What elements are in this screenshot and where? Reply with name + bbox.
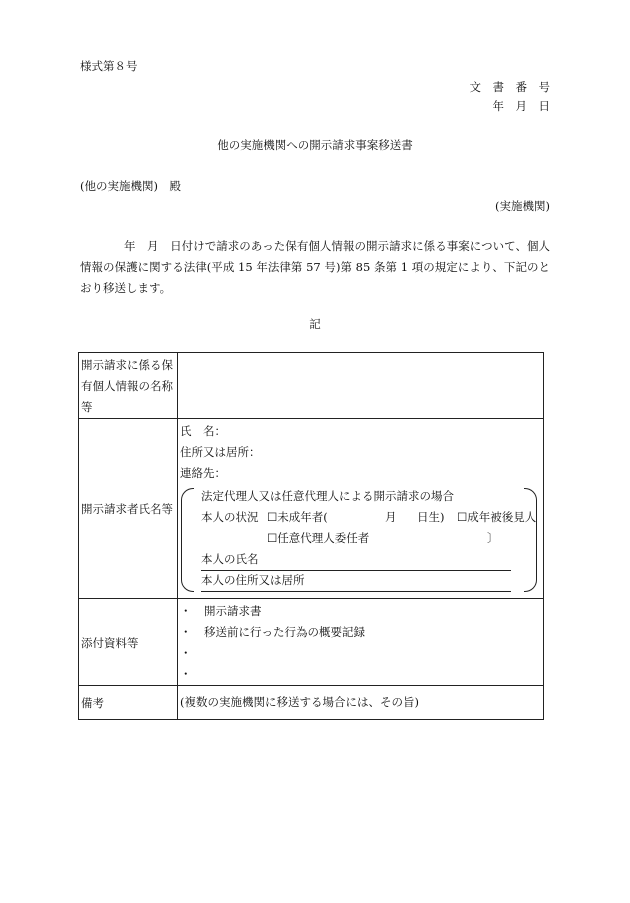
birth-month-label: 月 (385, 510, 397, 524)
document-title: 他の実施機関への開示請求事案移送書 (217, 138, 413, 152)
proxy-request-box (181, 488, 537, 592)
attachments-label: 添付資料等 (79, 599, 178, 686)
birth-day-label: 日生) (417, 510, 445, 524)
date-label: 年 月 日 (492, 99, 550, 113)
body-paragraph: 年 月 日付けで請求のあった保有個人情報の開示請求に係る事案について、個人情報の保護に関する法律(平成 15 年法律第 57 号)第 85 条第 1 項の規定により、下記のとおり移送します。 (80, 239, 550, 295)
list-item: ・ 移送前に行った行為の概要記録 (180, 625, 365, 639)
form-table (78, 352, 544, 720)
ki-heading: 記 (309, 317, 321, 331)
proxy-heading: 法定代理人又は任意代理人による開示請求の場合 (201, 489, 454, 503)
principal-address-line: 本人の住所又は居所 (201, 570, 511, 592)
form-number: 様式第８号 (80, 59, 138, 73)
requester-address-label: 住所又は居所： (180, 445, 261, 459)
principal-name-line: 本人の氏名 (201, 549, 511, 571)
personal-info-name-label: 開示請求に係る保有個人情報の名称等 (79, 353, 178, 419)
remarks-label: 備考 (79, 686, 178, 720)
sender: (実施機関) (495, 199, 550, 213)
list-item: ・ (180, 667, 192, 681)
minor-option: ☐未成年者( (267, 510, 328, 524)
table-row (79, 419, 544, 599)
attachments-list (178, 599, 544, 686)
table-row (79, 353, 544, 419)
requester-details (178, 419, 544, 599)
left-bracket (181, 488, 194, 592)
close-bracket: 〕 (487, 531, 499, 545)
table-row (79, 599, 544, 686)
list-item: ・ (180, 646, 192, 660)
right-bracket (524, 488, 537, 592)
delegate-option: ☐任意代理人委任者 (267, 531, 370, 545)
personal-info-name-value (178, 353, 544, 419)
table-row (79, 686, 544, 720)
list-item: ・ 開示請求書 (180, 604, 262, 618)
requester-name-label: 氏 名： (180, 424, 226, 438)
document-number-label: 文 書 番 号 (469, 80, 550, 94)
requester-label: 開示請求者氏名等 (79, 419, 178, 599)
addressee: (他の実施機関) 殿 (80, 179, 181, 193)
remarks-value: (複数の実施機関に移送する場合には、その旨) (178, 686, 544, 720)
principal-status-label: 本人の状況 (201, 510, 259, 524)
requester-contact-label: 連絡先： (180, 466, 226, 480)
adult-ward-option: ☐成年被後見人 (457, 510, 537, 524)
